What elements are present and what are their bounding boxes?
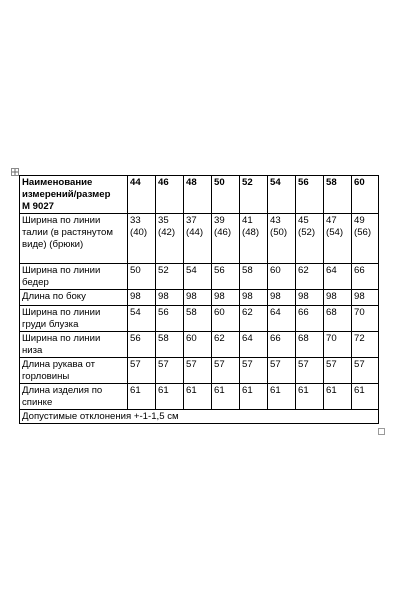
value-cell xyxy=(156,306,184,332)
value-cell xyxy=(268,214,296,264)
measurement-label-cell xyxy=(20,384,128,410)
value-cell xyxy=(184,358,212,384)
value-cell xyxy=(240,264,268,290)
value-cell xyxy=(156,384,184,410)
value-cell xyxy=(296,264,324,290)
value-line: 98 xyxy=(242,291,253,302)
value-cell xyxy=(128,264,156,290)
value-cell xyxy=(324,306,352,332)
value-line: 45 xyxy=(298,215,309,226)
size-header-cell: 52 xyxy=(240,176,268,214)
table-header-row xyxy=(20,176,379,214)
value-line: 68 xyxy=(326,307,337,318)
value-cell xyxy=(128,214,156,264)
value-line: 57 xyxy=(158,359,169,370)
table-move-handle-icon[interactable] xyxy=(11,168,19,176)
header-label-line: Наименование xyxy=(22,177,93,188)
value-line: (44) xyxy=(186,227,204,238)
value-cell xyxy=(128,384,156,410)
value-line: 98 xyxy=(158,291,169,302)
value-cell xyxy=(352,358,379,384)
value-cell xyxy=(184,264,212,290)
measurement-label-line: Ширина по линии xyxy=(22,307,101,318)
value-line: 39 xyxy=(214,215,225,226)
measurement-label-cell xyxy=(20,332,128,358)
value-line: 62 xyxy=(298,265,309,276)
value-line: 61 xyxy=(354,385,365,396)
value-line: 62 xyxy=(242,307,253,318)
value-cell xyxy=(156,358,184,384)
value-cell xyxy=(184,384,212,410)
value-line: 47 xyxy=(326,215,337,226)
value-line: 98 xyxy=(214,291,225,302)
value-cell xyxy=(268,384,296,410)
value-cell xyxy=(212,332,240,358)
value-cell xyxy=(212,290,240,306)
table-row xyxy=(20,214,379,264)
value-line: 37 xyxy=(186,215,197,226)
value-cell xyxy=(212,384,240,410)
value-cell xyxy=(156,264,184,290)
table-row xyxy=(20,290,379,306)
value-line: 98 xyxy=(298,291,309,302)
size-header-cell: 60 xyxy=(352,176,379,214)
value-cell xyxy=(240,384,268,410)
value-line: 50 xyxy=(130,265,141,276)
value-cell xyxy=(128,290,156,306)
value-cell xyxy=(184,332,212,358)
value-cell xyxy=(156,214,184,264)
size-header-cell: 58 xyxy=(324,176,352,214)
measurement-label-line: Длина изделия по xyxy=(22,385,103,396)
value-line: 64 xyxy=(270,307,281,318)
value-line: 57 xyxy=(186,359,197,370)
value-line: 70 xyxy=(354,307,365,318)
value-cell xyxy=(128,358,156,384)
value-cell xyxy=(352,332,379,358)
measurement-label-line: горловины xyxy=(22,371,70,382)
table-resize-handle-icon[interactable] xyxy=(378,428,385,435)
value-line: 58 xyxy=(186,307,197,318)
value-line: 61 xyxy=(130,385,141,396)
size-chart-table xyxy=(19,175,379,424)
value-line: 54 xyxy=(130,307,141,318)
value-cell xyxy=(296,290,324,306)
value-line: 58 xyxy=(158,333,169,344)
value-cell xyxy=(352,214,379,264)
value-cell xyxy=(240,358,268,384)
value-cell xyxy=(240,214,268,264)
measurement-label-line: спинке xyxy=(22,397,53,408)
value-cell xyxy=(240,290,268,306)
value-cell xyxy=(156,332,184,358)
value-line: 35 xyxy=(158,215,169,226)
value-line: 98 xyxy=(270,291,281,302)
value-cell xyxy=(296,306,324,332)
value-line: 98 xyxy=(186,291,197,302)
value-line: 66 xyxy=(298,307,309,318)
table-row xyxy=(20,264,379,290)
value-line: 52 xyxy=(158,265,169,276)
measurement-label-line: Ширина по линии xyxy=(22,215,101,226)
measurement-label-line: Длина рукава от xyxy=(22,359,96,370)
value-line: 57 xyxy=(326,359,337,370)
value-line: (54) xyxy=(326,227,344,238)
size-header-cell: 54 xyxy=(268,176,296,214)
measurement-label-line: талии (в растянутом xyxy=(22,227,113,238)
value-line: 57 xyxy=(270,359,281,370)
value-line: 61 xyxy=(270,385,281,396)
value-line: (48) xyxy=(242,227,260,238)
measurement-label-cell xyxy=(20,264,128,290)
value-line: 68 xyxy=(298,333,309,344)
header-label-line: М 9027 xyxy=(22,201,54,212)
value-cell xyxy=(324,332,352,358)
value-line: 61 xyxy=(214,385,225,396)
value-cell xyxy=(324,290,352,306)
value-cell xyxy=(212,264,240,290)
value-line: 72 xyxy=(354,333,365,344)
value-cell xyxy=(240,332,268,358)
value-cell xyxy=(212,214,240,264)
value-cell xyxy=(184,214,212,264)
value-line: 98 xyxy=(326,291,337,302)
value-cell xyxy=(296,358,324,384)
value-cell xyxy=(352,384,379,410)
value-line: 98 xyxy=(354,291,365,302)
value-cell xyxy=(324,384,352,410)
measurement-label-cell xyxy=(20,306,128,332)
value-cell xyxy=(352,290,379,306)
value-line: 64 xyxy=(242,333,253,344)
table-row xyxy=(20,384,379,410)
value-cell xyxy=(128,306,156,332)
table-row xyxy=(20,358,379,384)
value-cell xyxy=(184,306,212,332)
value-cell xyxy=(324,264,352,290)
value-line: 56 xyxy=(130,333,141,344)
value-line: 66 xyxy=(270,333,281,344)
value-cell xyxy=(212,306,240,332)
value-line: 66 xyxy=(354,265,365,276)
value-cell xyxy=(128,332,156,358)
value-cell xyxy=(268,306,296,332)
value-cell xyxy=(324,358,352,384)
size-header-cell: 44 xyxy=(128,176,156,214)
value-line: 57 xyxy=(242,359,253,370)
measurement-label-line: груди блузка xyxy=(22,319,79,330)
value-line: (46) xyxy=(214,227,232,238)
value-line: 61 xyxy=(158,385,169,396)
measurement-label-cell xyxy=(20,214,128,264)
value-line: 58 xyxy=(242,265,253,276)
value-cell xyxy=(352,306,379,332)
tolerance-note: Допустимые отклонения +-1-1,5 см xyxy=(20,410,379,424)
value-cell xyxy=(296,214,324,264)
value-line: 54 xyxy=(186,265,197,276)
measurement-label-line: виде) (брюки) xyxy=(22,239,84,250)
value-line: (56) xyxy=(354,227,372,238)
size-header-cell: 46 xyxy=(156,176,184,214)
value-line: 61 xyxy=(242,385,253,396)
value-line: 60 xyxy=(186,333,197,344)
measurement-label-line: Длина по боку xyxy=(22,291,86,302)
table-row xyxy=(20,306,379,332)
value-line: 62 xyxy=(214,333,225,344)
value-line: (42) xyxy=(158,227,176,238)
value-line: 70 xyxy=(326,333,337,344)
value-line: 61 xyxy=(298,385,309,396)
value-cell xyxy=(268,290,296,306)
value-line: 60 xyxy=(214,307,225,318)
value-line: 56 xyxy=(158,307,169,318)
value-line: 57 xyxy=(298,359,309,370)
value-line: (40) xyxy=(130,227,148,238)
value-cell xyxy=(296,384,324,410)
measurement-label-line: Ширина по линии xyxy=(22,265,101,276)
value-line: 56 xyxy=(214,265,225,276)
measurement-label-line: Ширина по линии xyxy=(22,333,101,344)
measurement-label-line: бедер xyxy=(22,277,49,288)
value-line: 57 xyxy=(354,359,365,370)
value-cell xyxy=(240,306,268,332)
value-cell xyxy=(268,332,296,358)
value-cell xyxy=(296,332,324,358)
value-line: (50) xyxy=(270,227,288,238)
value-line: 49 xyxy=(354,215,365,226)
value-line: (52) xyxy=(298,227,316,238)
value-line: 43 xyxy=(270,215,281,226)
table-row xyxy=(20,332,379,358)
value-line: 33 xyxy=(130,215,141,226)
value-line: 61 xyxy=(326,385,337,396)
value-line: 60 xyxy=(270,265,281,276)
value-cell xyxy=(184,290,212,306)
size-header-cell: 50 xyxy=(212,176,240,214)
value-line: 64 xyxy=(326,265,337,276)
measurement-label-line: низа xyxy=(22,345,43,356)
size-header-cell: 56 xyxy=(296,176,324,214)
value-line: 61 xyxy=(186,385,197,396)
value-line: 98 xyxy=(130,291,141,302)
value-cell xyxy=(352,264,379,290)
measurement-label-cell xyxy=(20,358,128,384)
header-label-line: измерений/размер xyxy=(22,189,111,200)
value-cell xyxy=(212,358,240,384)
note-row xyxy=(20,410,379,424)
value-cell xyxy=(324,214,352,264)
value-cell xyxy=(268,264,296,290)
header-label-cell xyxy=(20,176,128,214)
value-line: 41 xyxy=(242,215,253,226)
value-cell xyxy=(156,290,184,306)
value-cell xyxy=(268,358,296,384)
value-line: 57 xyxy=(130,359,141,370)
measurement-label-cell xyxy=(20,290,128,306)
size-header-cell: 48 xyxy=(184,176,212,214)
value-line: 57 xyxy=(214,359,225,370)
